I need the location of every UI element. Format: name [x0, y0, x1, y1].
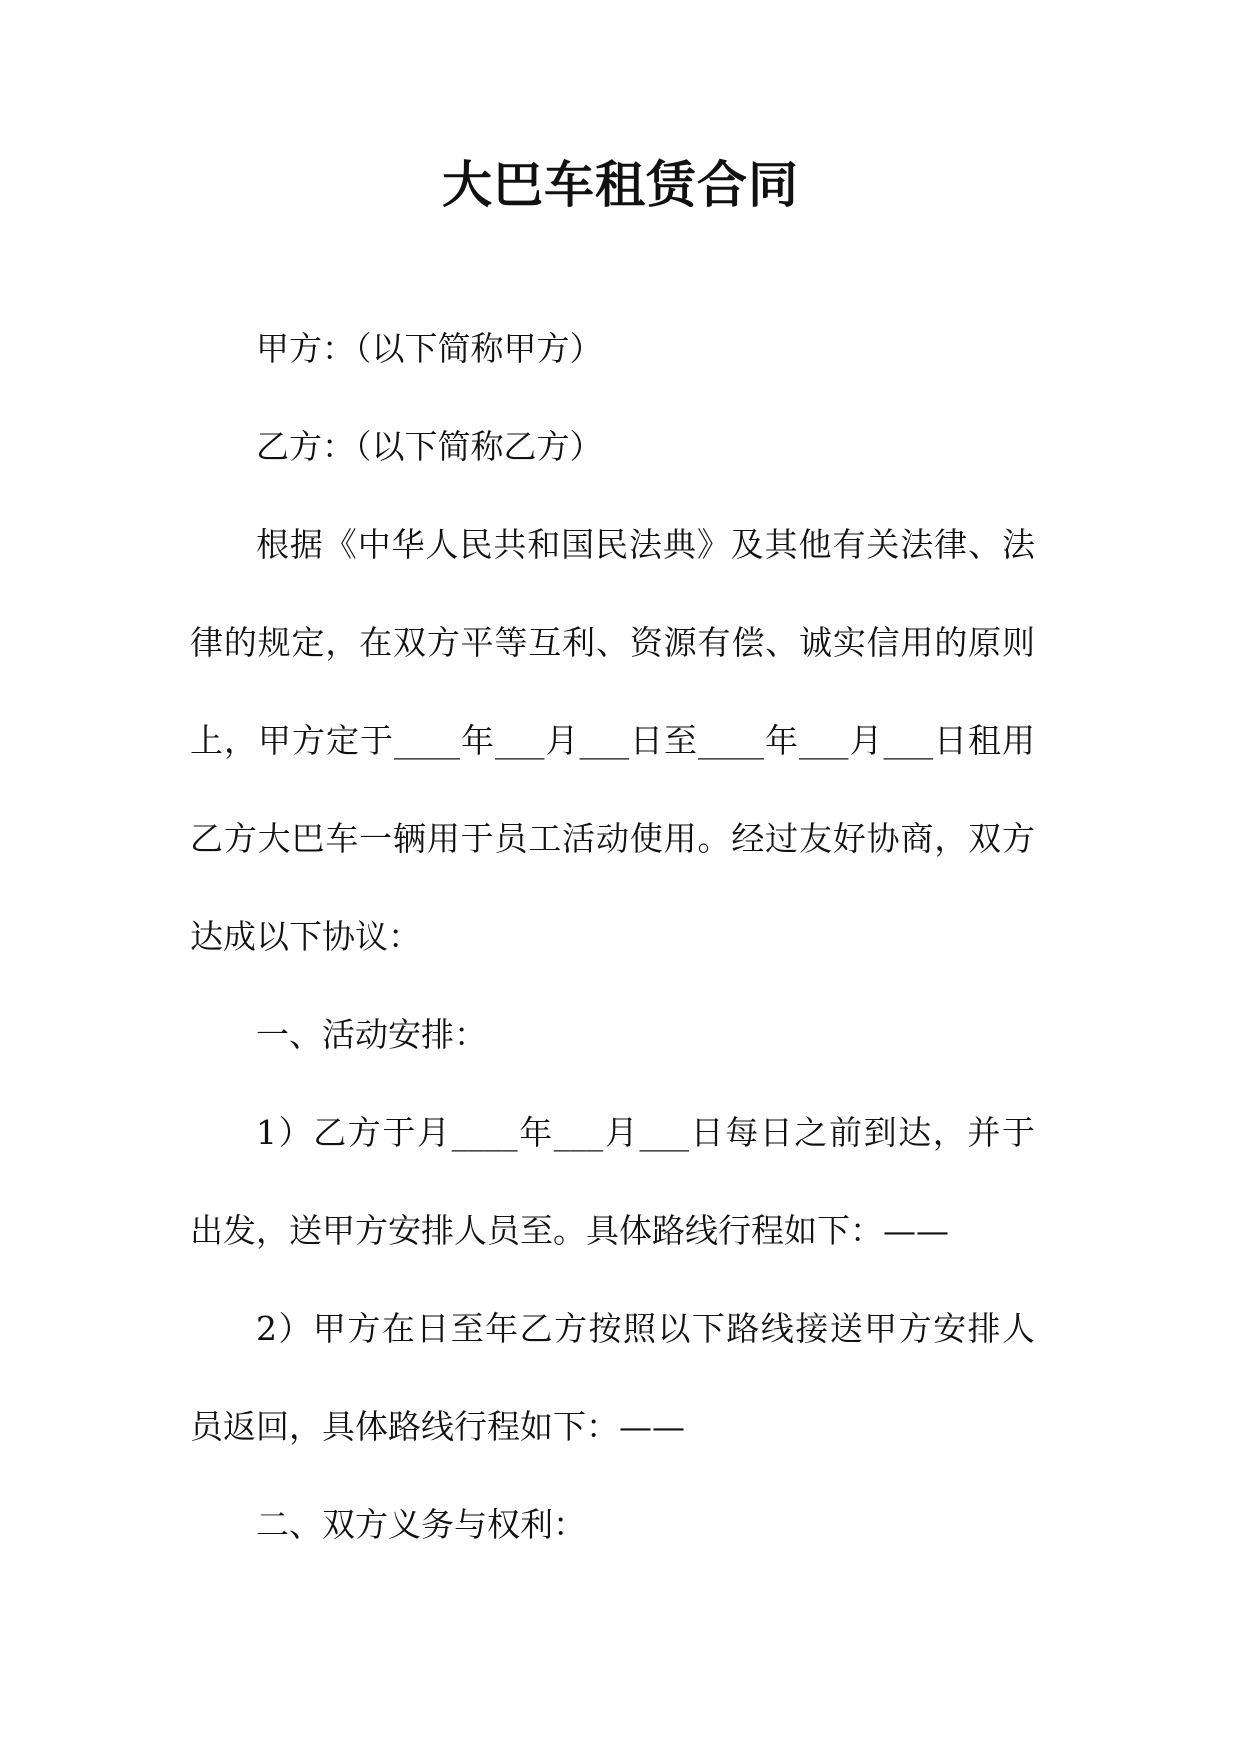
section-heading-activity: 一、活动安排：: [256, 1015, 487, 1054]
party-a-line: 甲方：（以下简称甲方）: [256, 329, 603, 368]
activity-item-2: 2）甲方在日至年乙方按照以下路线接送甲方安排人员返回，具体路线行程如下：——: [190, 1309, 1035, 1446]
party-b-line: 乙方：（以下简称乙方）: [256, 427, 603, 466]
document-body: [190, 300, 1035, 1574]
section-heading-obligations: 二、双方义务与权利：: [256, 1505, 586, 1544]
document-title: 大巴车租赁合同: [442, 156, 799, 214]
activity-item-1: 1）乙方于月____年___月___日每日之前到达，并于出发，送甲方安排人员至。具体路线行程如下：——: [190, 1113, 1035, 1250]
preamble-paragraph: 根据《中华人民共和国民法典》及其他有关法律、法律的规定，在双方平等互利、资源有偿、诚实信用的原则上，甲方定于____年___月___日至____年___月___日租用乙方大巴车一辆用于员工活动使用。经过友好协商，双方达成以下协议：: [190, 525, 1035, 956]
